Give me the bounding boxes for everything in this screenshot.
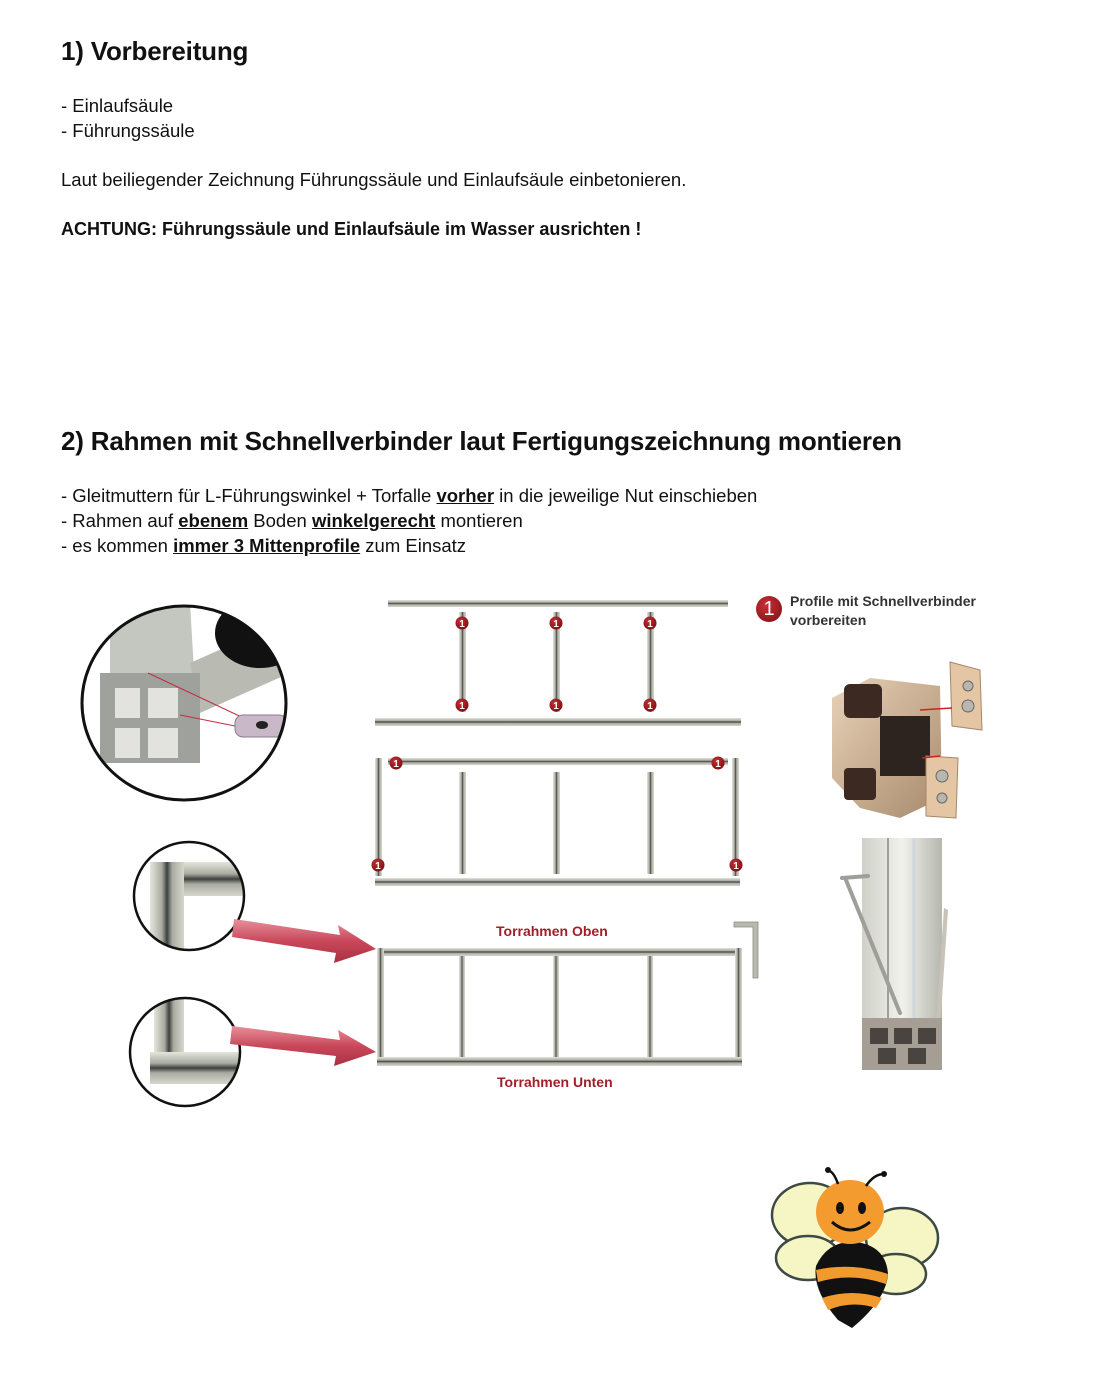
profile-bar (388, 600, 728, 607)
svg-text:1: 1 (647, 701, 653, 712)
text: - Rahmen auf (61, 510, 179, 531)
profile-bar (388, 758, 728, 765)
profile-bar (732, 758, 739, 876)
list-item: - Einlaufsäule (61, 95, 174, 116)
svg-text:1: 1 (459, 619, 465, 630)
frame-assembly-diagram (360, 590, 770, 1100)
connector-marker-icon (456, 699, 469, 713)
profile-bar (553, 956, 559, 1058)
profile-bar (647, 956, 653, 1058)
svg-text:1: 1 (733, 861, 739, 872)
text: montieren (435, 510, 523, 531)
text: - Gleitmuttern für L-Führungswinkel + Torfalle (61, 485, 437, 506)
step-number-badge: 1 (756, 596, 782, 622)
text: in die jeweilige Nut einschieben (494, 485, 758, 506)
profile-bar (375, 878, 740, 886)
arrow-icon (230, 1022, 380, 1072)
legend-line1: Profile mit Schnellverbinder (790, 593, 976, 609)
text: zum Einsatz (360, 535, 467, 556)
text: Boden (248, 510, 312, 531)
bee-mascot-image (768, 1170, 940, 1336)
profile-bar (459, 956, 465, 1058)
emphasis: immer 3 Mittenprofile (173, 535, 361, 556)
connector-marker-icon (372, 859, 385, 873)
list-item (61, 509, 523, 534)
profile-bar (375, 718, 741, 726)
text: - es kommen (61, 535, 174, 556)
quick-connector-image (830, 658, 990, 820)
connector-marker-icon (644, 617, 657, 631)
column-hex-key-image (840, 838, 950, 1074)
section2-title: 2) Rahmen mit Schnellverbinder laut Fertigungszeichnung montieren (61, 426, 902, 456)
profile-bar (377, 948, 384, 1060)
connector-marker-icon (730, 859, 743, 873)
profile-bar (735, 948, 742, 1060)
svg-text:1: 1 (553, 619, 559, 630)
warning-text: ACHTUNG: Führungssäule und Einlaufsäule im Wasser ausrichten ! (61, 219, 642, 239)
label-torrahmen-unten: Torrahmen Unten (497, 1074, 613, 1090)
legend-line2: vorbereiten (790, 612, 867, 628)
svg-text:1: 1 (647, 619, 653, 630)
connector-marker-icon (550, 617, 563, 631)
connector-marker-icon (644, 699, 657, 713)
svg-text:1: 1 (553, 701, 559, 712)
connector-marker-icon (456, 617, 469, 631)
slot-nut-detail-image (80, 603, 290, 803)
emphasis: vorher (436, 485, 495, 506)
svg-text:1: 1 (715, 759, 721, 770)
svg-text:1: 1 (393, 759, 399, 770)
connector-marker-icon (712, 757, 725, 771)
corner-detail-bottom-image (128, 996, 242, 1108)
profile-bar (647, 772, 654, 874)
corner-detail-top-image (132, 840, 246, 952)
profile-bar (459, 772, 466, 874)
list-item: - Führungssäule (61, 120, 195, 141)
section1-title: 1) Vorbereitung (61, 36, 249, 66)
svg-text:1: 1 (375, 861, 381, 872)
emphasis: winkelgerecht (311, 510, 436, 531)
list-item (61, 484, 757, 509)
instruction-paragraph: Laut beiliegender Zeichnung Führungssäule und Einlaufsäule einbetonieren. (61, 169, 687, 190)
profile-bar (375, 758, 382, 876)
profile-bar (377, 1057, 742, 1066)
emphasis: ebenem (178, 510, 249, 531)
list-item (61, 534, 466, 559)
svg-text:1: 1 (459, 701, 465, 712)
profile-bar (553, 772, 560, 874)
connector-marker-icon (550, 699, 563, 713)
label-torrahmen-oben: Torrahmen Oben (496, 923, 608, 939)
connector-marker-icon (390, 757, 403, 771)
profile-bar (377, 948, 742, 956)
